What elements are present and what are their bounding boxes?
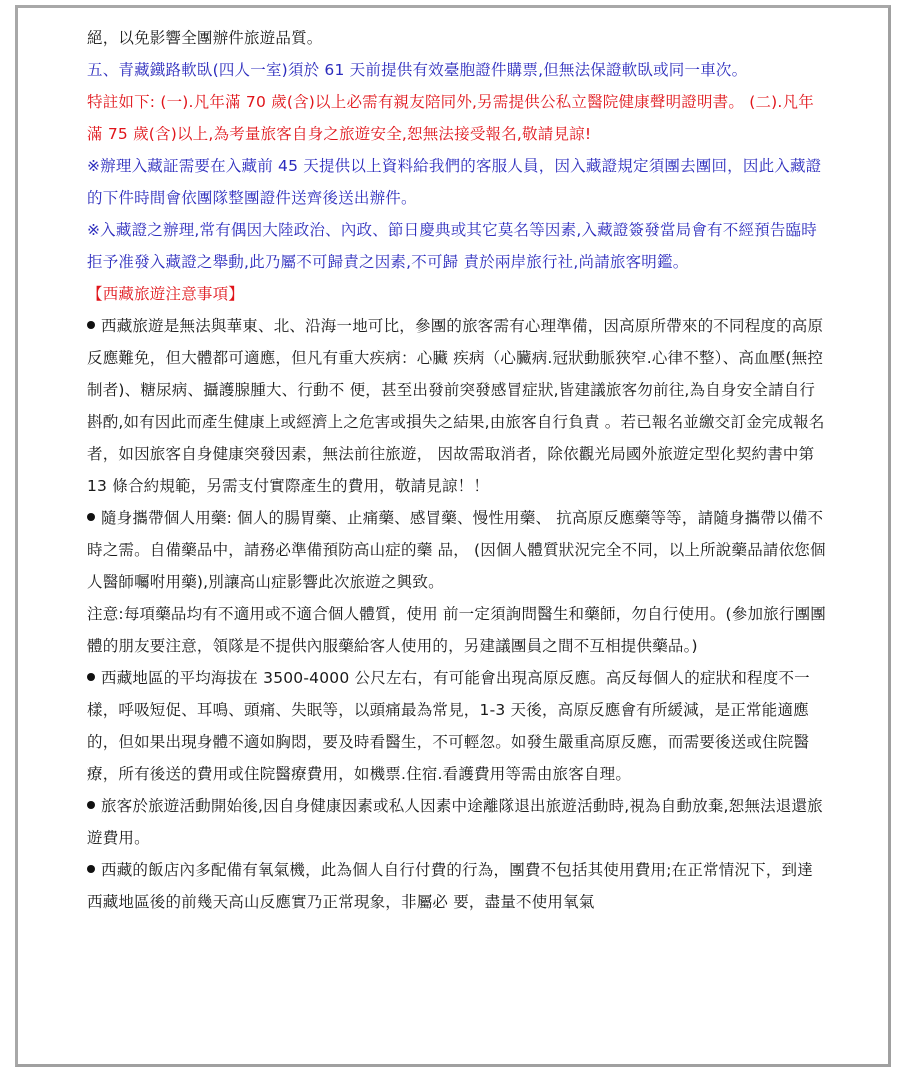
list-item-text: 旅客於旅遊活動開始後,因自身健康因素或私人因素中途離隊退出旅遊活動時,視為自動放棄,恕無法退還旅遊費用。: [87, 797, 823, 847]
paragraph-closing-line: [87, 22, 827, 54]
section-heading-tibet-travel-notes: [87, 278, 827, 310]
bullet-icon: [87, 513, 95, 521]
paragraph-text: ※入藏證之辦理,常有偶因大陸政治、內政、節日慶典或其它莫名等因素,入藏證簽發當局會有不經預告臨時拒予准發入藏證之舉動,此乃屬不可歸責之因素,不可歸 責於兩岸旅行社,尚請旅客明鑑。: [87, 221, 817, 271]
paragraph-train-ticket-note: [87, 54, 827, 86]
list-item-text: 西藏地區的平均海拔在 3500-4000 公尺左右，有可能會出現高原反應。高反每個人的症狀和程度不一樣，呼吸短促、耳鳴、頭痛、失眠等，以頭痛最為常見，1-3 天後，高原反應會有所緩減，是正常能適應的，但如果出現身體不適如胸悶，要及時看醫生，不可輕忽。如發生嚴重高原反應，而需要後送或住院醫療，所有後送的費用或住院醫療費用，如機票.住宿.看護費用等需由旅客自理。: [87, 669, 810, 783]
paragraph-text: 絕，以免影響全團辦件旅遊品質。: [87, 29, 323, 47]
list-item-oxygen-machine: [87, 854, 827, 918]
paragraph-age-restriction-note: [87, 86, 827, 150]
document-frame: [15, 5, 891, 1067]
bullet-icon: [87, 673, 95, 681]
paragraph-medicine-caution: [87, 598, 827, 662]
paragraph-tibet-permit-disclaimer: [87, 214, 827, 278]
list-item-altitude-sickness: [87, 662, 827, 790]
list-item-personal-medicine: [87, 502, 827, 598]
paragraph-text: 注意:每項藥品均有不適用或不適合個人體質，使用 前一定須詢問醫生和藥師，勿自行使用。(參加旅行團團體的朋友要注意，領隊是不提供內服藥給客人使用的，另建議團員之間不互相提供藥品。): [87, 605, 826, 655]
bullet-icon: [87, 865, 95, 873]
paragraph-text: 五、青藏鐵路軟臥(四人一室)須於 61 天前提供有效臺胞證件購票,但無法保證軟臥或同一車次。: [87, 61, 748, 79]
document-content: [87, 22, 827, 918]
paragraph-tibet-permit-deadline: [87, 150, 827, 214]
paragraph-text: 特註如下: (一).凡年滿 70 歲(含)以上必需有親友陪同外,另需提供公私立醫院健康聲明證明書。 (二).凡年滿 75 歲(含)以上,為考量旅客自身之旅遊安全,恕無法接受報名,敬請見諒!: [87, 93, 814, 143]
list-item-text: 西藏的飯店內多配備有氧氣機，此為個人自行付費的行為，團費不包括其使用費用;在正常情況下，到達西藏地區後的前幾天高山反應實乃正常現象，非屬必 要，盡量不使用氧氣: [87, 861, 813, 911]
paragraph-text: ※辦理入藏証需要在入藏前 45 天提供以上資料給我們的客服人員，因入藏證規定須團去團回，因此入藏證的下件時間會依團隊整團證件送齊後送出辦件。: [87, 157, 822, 207]
list-item-text: 隨身攜帶個人用藥: 個人的腸胃藥、止痛藥、感冒藥、慢性用藥、 抗高原反應藥等等，請隨身攜帶以備不時之需。自備藥品中，請務必準備預防高山症的藥 品， (因個人體質狀況完全不同，以上所說藥品請依您個人醫師囑咐用藥),別讓高山症影響此次旅遊之興致。: [87, 509, 826, 591]
bullet-icon: [87, 321, 95, 329]
list-item-early-leave-policy: [87, 790, 827, 854]
list-item-text: 西藏旅遊是無法與華東、北、沿海一地可比，參團的旅客需有心理準備，因高原所帶來的不同程度的高原反應難免，但大體都可適應，但凡有重大疾病：心臟 疾病（心臟病.冠狀動脈狹窄.心律不整）、高血壓(無控制者)、糖尿病、攝護腺腫大、行動不 便，甚至出發前突發感冒症狀,皆建議旅客勿前往,為自身安全請自行 斟酌,如有因此而產生健康上或經濟上之危害或損失之結果,由旅客自行負責 。若已報名並繳交訂金完成報名者，如因旅客自身健康突發因素，無法前往旅遊， 因故需取消者，除依觀光局國外旅遊定型化契約書中第 13 條合約規範，另需支付實際產生的費用，敬請見諒！！: [87, 317, 825, 495]
section-heading-text: 【西藏旅遊注意事項】: [87, 285, 245, 303]
bullet-icon: [87, 801, 95, 809]
list-item-health-warning: [87, 310, 827, 502]
